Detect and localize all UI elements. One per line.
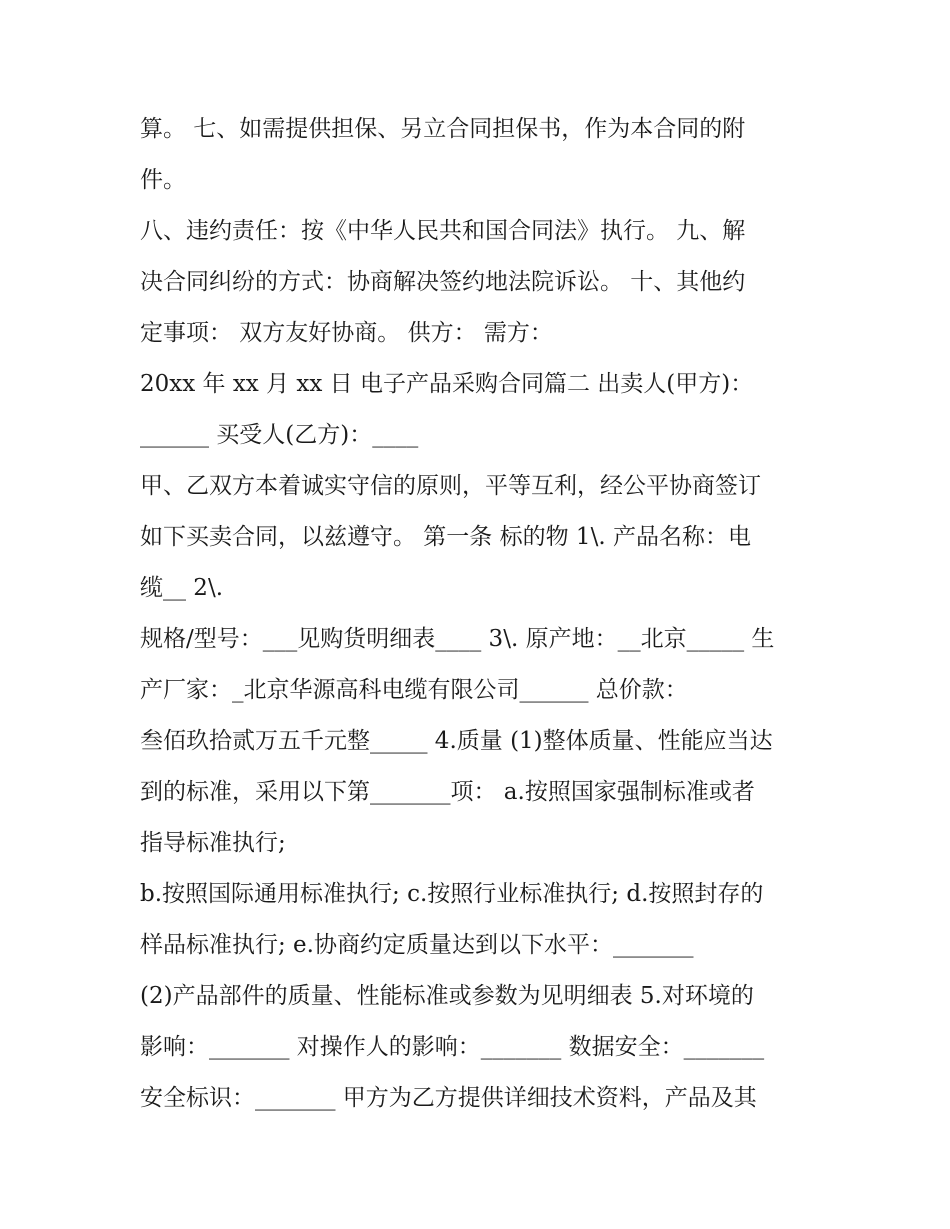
text-line: 如下买卖合同，以兹遵守。 第一条 标的物 1\. 产品名称：电 — [140, 524, 751, 550]
text-line: 缆__ 2\. — [140, 575, 224, 601]
text-line: ______ 买受人(乙方)：____ — [140, 422, 419, 448]
text-line: 叁佰玖拾贰万五千元整_____ 4.质量 (1)整体质量、性能应当达 — [140, 728, 773, 754]
text-line: (2)产品部件的质量、性能标准或参数为见明细表 5.对环境的 — [140, 983, 754, 1009]
text-line: 件。 — [140, 167, 186, 193]
text-line: 影响：_______ 对操作人的影响：_______ 数据安全：_______ — [140, 1034, 765, 1060]
text-line: b.按照国际通用标准执行; c.按照行业标准执行; d.按照封存的 — [140, 881, 764, 907]
text-line: 规格/型号：___见购货明细表____ 3\. 原产地：__北京_____ 生 — [140, 626, 775, 652]
text-line: 产厂家：_北京华源高科电缆有限公司______ 总价款： — [140, 677, 688, 703]
text-line: 20xx 年 xx 月 xx 日 电子产品采购合同篇二 出卖人(甲方)： — [140, 371, 754, 397]
text-line: 算。 七、如需提供担保、另立合同担保书，作为本合同的附 — [140, 116, 746, 142]
text-line: 定事项： 双方友好协商。 供方： 需方： — [140, 320, 553, 346]
text-line: 指导标准执行; — [140, 830, 286, 856]
text-line: 到的标准，采用以下第_______项： a.按照国家强制标准或者 — [140, 779, 755, 805]
text-line: 安全标识：_______ 甲方为乙方提供详细技术资料，产品及其 — [140, 1085, 757, 1111]
text-line: 甲、乙双方本着诚实守信的原则，平等互利，经公平协商签订 — [140, 473, 761, 499]
text-line: 决合同纠纷的方式：协商解决签约地法院诉讼。 十、其他约 — [140, 269, 746, 295]
contract-text-body — [140, 104, 820, 1124]
text-line: 八、违约责任：按《中华人民共和国合同法》执行。 九、解 — [140, 218, 746, 244]
text-line: 样品标准执行; e.协商约定质量达到以下水平：_______ — [140, 932, 694, 958]
